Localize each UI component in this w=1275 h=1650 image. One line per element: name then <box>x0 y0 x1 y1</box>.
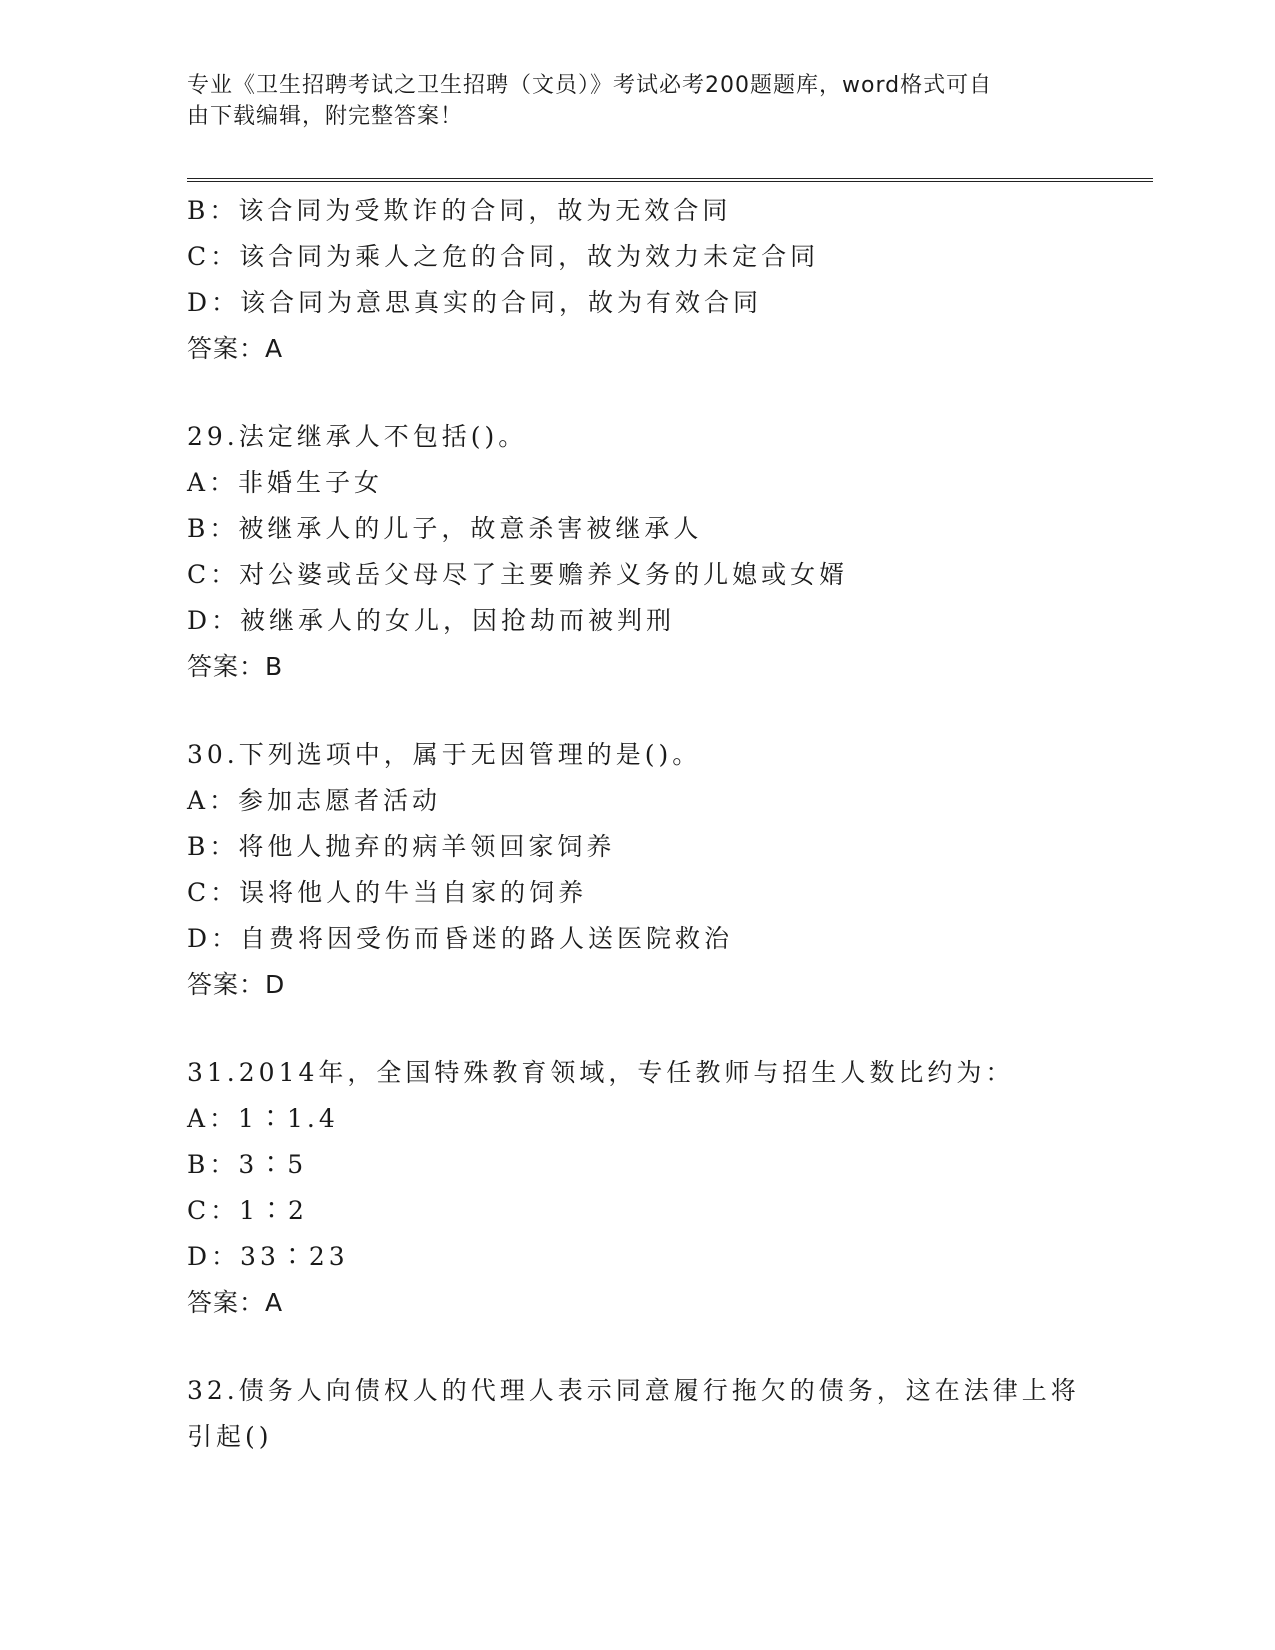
option-c: C：该合同为乘人之危的合同，故为效力未定合同 <box>187 242 820 271</box>
spacer <box>187 1008 1107 1050</box>
header-line-2: 由下载编辑，附完整答案！ <box>187 104 464 129</box>
option-a: A：1∶1.4 <box>187 1104 339 1133</box>
spacer <box>187 372 1107 414</box>
question-block-29 <box>187 414 1107 690</box>
option-b: B：3∶5 <box>187 1150 308 1179</box>
question-block-28 <box>187 188 1107 372</box>
option-d: D：自费将因受伤而昏迷的路人送医院救治 <box>187 924 734 953</box>
question-text-line-2: 引起() <box>187 1422 273 1451</box>
answer-line: 答案：A <box>187 334 284 363</box>
spacer <box>187 690 1107 732</box>
question-list <box>187 188 1107 1460</box>
option-b: B：被继承人的儿子，故意杀害被继承人 <box>187 514 703 543</box>
question-text: 30.下列选项中，属于无因管理的是()。 <box>187 740 702 769</box>
question-text: 31.2014年，全国特殊教育领域，专任教师与招生人数比约为： <box>187 1058 1015 1087</box>
option-a: A：非婚生子女 <box>187 468 384 497</box>
option-a: A：参加志愿者活动 <box>187 786 442 815</box>
option-b: B：该合同为受欺诈的合同，故为无效合同 <box>187 196 732 225</box>
option-c: C：对公婆或岳父母尽了主要赡养义务的儿媳或女婿 <box>187 560 849 589</box>
question-text: 29.法定继承人不包括()。 <box>187 422 528 451</box>
header-divider <box>187 178 1153 182</box>
question-block-31 <box>187 1050 1107 1326</box>
option-c: C：1∶2 <box>187 1196 308 1225</box>
option-c: C：误将他人的牛当自家的饲养 <box>187 878 588 907</box>
question-text-line-1: 32.债务人向债权人的代理人表示同意履行拖欠的债务，这在法律上将 <box>187 1376 1080 1405</box>
question-block-32 <box>187 1368 1107 1460</box>
answer-line: 答案：A <box>187 1288 284 1317</box>
header-line-1: 专业《卫生招聘考试之卫生招聘（文员）》考试必考200题题库，word格式可自 <box>187 73 993 98</box>
option-b: B：将他人抛弃的病羊领回家饲养 <box>187 832 616 861</box>
option-d: D：33∶23 <box>187 1242 349 1271</box>
answer-line: 答案：B <box>187 652 284 681</box>
page-header <box>187 70 1067 132</box>
spacer <box>187 1326 1107 1368</box>
option-d: D：被继承人的女儿，因抢劫而被判刑 <box>187 606 676 635</box>
question-block-30 <box>187 732 1107 1008</box>
option-d: D：该合同为意思真实的合同，故为有效合同 <box>187 288 763 317</box>
answer-line: 答案：D <box>187 970 286 999</box>
